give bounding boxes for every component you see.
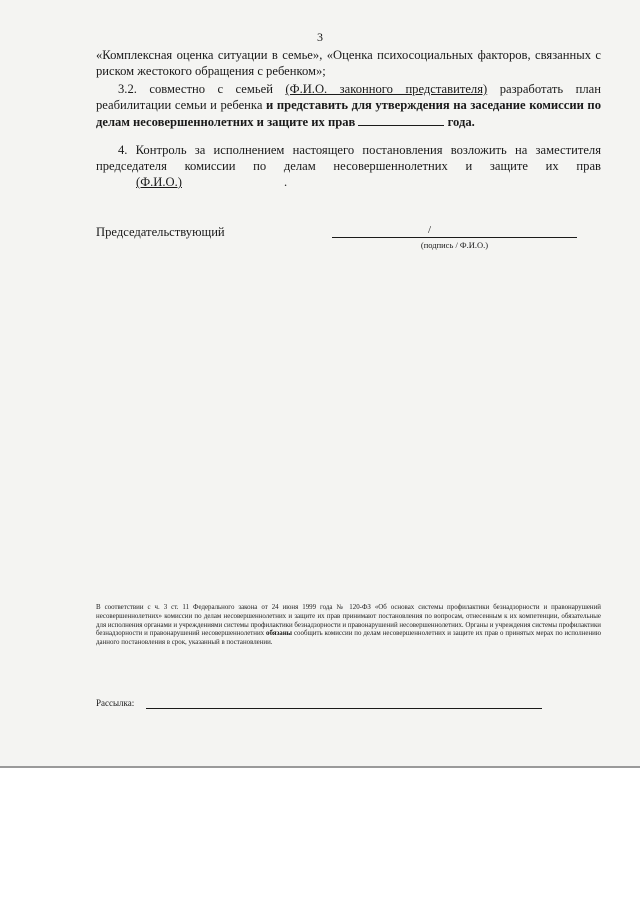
footnote-bold: обязаны: [266, 630, 293, 638]
legal-representative-field: (Ф.И.О. законного представителя): [285, 82, 488, 96]
control-text: 4. Контроль за исполнением настоящего постановления возложить на заместителя председателя комиссии по делам несовершеннолетних и защите их прав: [96, 143, 601, 173]
page-edge: [0, 766, 640, 768]
signature-line: [332, 224, 577, 238]
paragraph-control: [96, 142, 601, 190]
control-end: .: [284, 175, 288, 189]
item-mid: разработать план реабилитации семьи и ребенка: [96, 82, 601, 112]
chairperson-label: Председательствующий: [96, 225, 225, 239]
item-lead: 3.2. совместно с семьей: [118, 82, 286, 96]
paragraph-assessment: «Комплексная оценка ситуации в семье», «Оценка психосоциальных факторов, связанных с риском жестокого обращения с ребенком»;: [96, 48, 601, 78]
date-blank: [358, 113, 444, 126]
footnote-after: сообщить комиссии по делам несовершеннолетних и защите их прав о принятых мерах по исполнению данного постановления в срок, указанный в постановлении.: [96, 630, 601, 647]
signature-slash: /: [428, 224, 432, 236]
page-number: 3: [317, 30, 323, 44]
mailing-label: Рассылка:: [96, 698, 135, 708]
deputy-fio-field: (Ф.И.О.): [136, 175, 182, 189]
footnote-before: В соответствии с ч. 3 ст. 11 Федерального закона от 24 июня 1999 года № 120-ФЗ «Об основах системы профилактики безнадзорности и правонарушений несовершеннолетних» комиссии по делам несовершеннолетних и защите их прав принимают постановления по вопросам, отнесенным к их компетенции, обязательные для исполнения органами и учреждениями системы профилактики безнадзорности и правонарушений несовершеннолетних. Органы и учреждения системы профилактики безнадзорности и правонарушений несовершеннолетних: [96, 604, 601, 638]
legal-footnote: [96, 604, 601, 648]
paragraph-rehabilitation-plan: [96, 81, 601, 130]
item-tail: года.: [444, 115, 475, 129]
mailing-line: [146, 708, 542, 709]
item-bold-text: и представить для утверждения на заседание комиссии по делам несовершеннолетних и защите их прав: [96, 98, 601, 129]
signature-caption: (подпись / Ф.И.О.): [420, 240, 489, 250]
